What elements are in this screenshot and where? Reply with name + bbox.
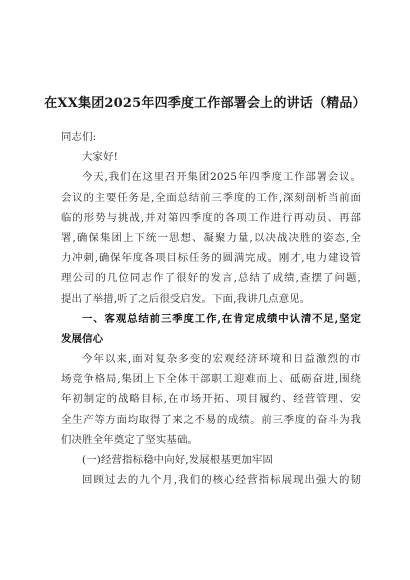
document-body [61,127,361,490]
paragraph-line: 回顾过去的九个月,我们的核心经营指标展现出强大的韧 [82,474,361,487]
paragraph-line: 署,确保集团上下统一思想、凝聚力量,以决战决胜的姿态,全 [61,231,361,244]
paragraph-line: 临的形势与挑战,并对第四季度的各项工作进行再动员、再部 [61,211,361,224]
paragraph-line: 今天,我们在这里召开集团2025年四季度工作部署会议。 [82,171,361,184]
paragraph-line: 年初制定的战略目标,在市场开拓、项目履约、经营管理、安 [61,393,361,406]
paragraph-line: 场竞争格局,集团上下全体干部职工迎难而上、砥砺奋进,围绕 [61,373,361,386]
section-heading-line: 发展信心 [61,332,104,345]
document-title: 在XX集团2025年四季度工作部署会上的讲话（精品） [44,96,366,111]
section-heading-line: 一、客观总结前三季度工作,在肯定成绩中认清不足,坚定 [82,312,361,325]
paragraph-line: 力冲刺,确保年度各项目标任务的圆满完成。刚才,电力建设管 [61,252,361,265]
paragraph-line: 们决胜全年奠定了坚实基础。 [61,433,199,446]
paragraph-line: 会议的主要任务是,全面总结前三季度的工作,深刻剖析当前面 [61,191,361,204]
salutation: 同志们: [61,131,97,143]
paragraph-line: 提出了举措,听了之后很受启发。下面,我讲几点意见。 [61,292,311,305]
greeting: 大家好! [82,151,118,164]
paragraph-line: 全生产等方面均取得了来之不易的成绩。前三季度的奋斗为我 [61,413,361,426]
subheading: (一)经营指标稳中向好,发展根基更加牢固 [82,454,274,466]
paragraph-line: 理公司的几位同志作了很好的发言,总结了成绩,查摆了问题, [61,272,361,285]
paragraph-line: 今年以来,面对复杂多变的宏观经济环境和日益激烈的市 [82,353,361,366]
